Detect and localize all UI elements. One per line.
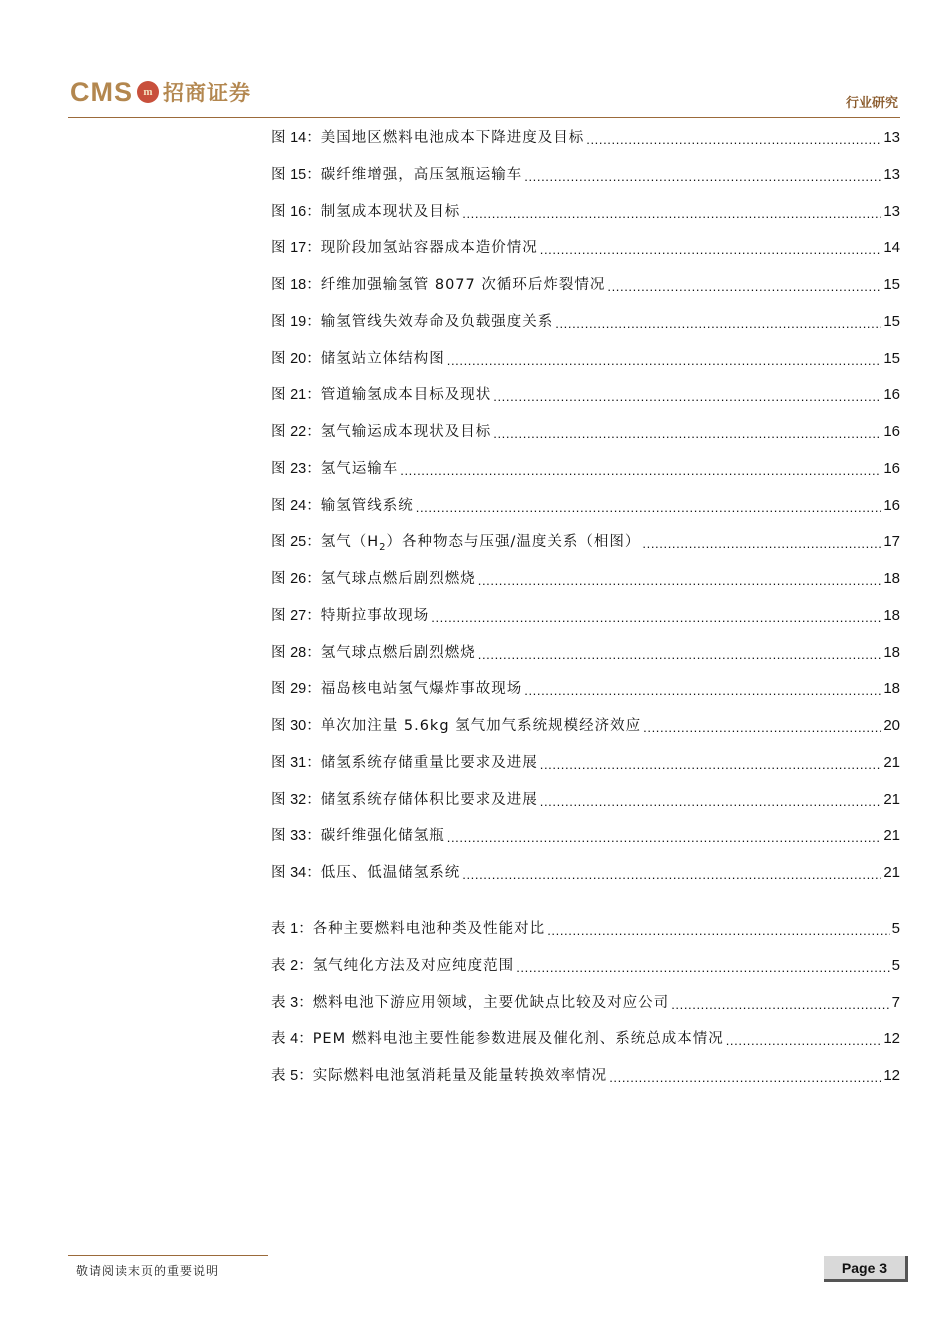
table-number	[271, 918, 313, 940]
logo-text-en: CMS	[70, 76, 133, 107]
table-page: 12	[883, 1030, 900, 1048]
dot-leader	[478, 570, 882, 586]
figure-page: 21	[883, 864, 900, 881]
logo-text-cn: 招商证券	[163, 80, 251, 105]
figure-entry[interactable]	[271, 752, 900, 774]
figure-index: 33	[290, 828, 307, 845]
page-number: Page 3	[824, 1256, 908, 1282]
colon: ：	[306, 534, 321, 551]
figure-label: 图	[271, 534, 286, 551]
table-number	[271, 955, 313, 977]
colon: ：	[306, 681, 321, 698]
figure-title: 储氢站立体结构图	[320, 350, 445, 367]
figure-index: 14	[290, 130, 307, 146]
figure-entry[interactable]	[271, 789, 900, 811]
table-number	[271, 992, 313, 1014]
colon: ：	[306, 387, 321, 404]
colon: ：	[306, 424, 321, 440]
dot-leader	[524, 680, 881, 696]
dot-leader	[400, 460, 881, 476]
table-number	[271, 1065, 313, 1087]
figure-entry[interactable]	[271, 531, 900, 553]
colon: ：	[298, 994, 313, 1011]
figure-title: 福岛核电站氢气爆炸事故现场	[320, 681, 523, 698]
figure-page: 18	[883, 680, 900, 698]
figure-page: 16	[883, 423, 900, 440]
table-page: 7	[891, 993, 900, 1011]
dot-leader	[540, 791, 882, 807]
table-label: 表	[271, 1068, 286, 1085]
disclaimer-note: 敬请阅读末页的重要说明	[76, 1264, 220, 1278]
dot-leader	[726, 1030, 882, 1046]
figure-index: 17	[290, 240, 307, 257]
figure-page: 21	[883, 827, 900, 845]
colon: ：	[306, 644, 321, 661]
figure-label: 图	[271, 350, 286, 367]
table-page: 12	[883, 1067, 900, 1085]
dot-leader	[478, 644, 882, 660]
dot-leader	[524, 166, 881, 182]
figure-label: 图	[271, 497, 286, 514]
figure-index: 21	[290, 387, 307, 404]
figure-label: 图	[271, 166, 286, 183]
figure-page: 21	[883, 790, 900, 808]
figure-label: 图	[271, 313, 286, 330]
dot-leader	[447, 827, 882, 843]
colon: ：	[306, 166, 321, 183]
figure-label: 图	[271, 644, 286, 661]
figure-entry[interactable]	[271, 495, 900, 517]
table-index: 2	[290, 957, 299, 974]
figure-label: 图	[271, 791, 286, 808]
colon: ：	[306, 130, 321, 146]
figure-index: 34	[290, 865, 307, 881]
figure-title: 现阶段加氢站容器成本造价情况	[320, 240, 538, 257]
figure-title: 输氢管线失效寿命及负载强度关系	[320, 313, 554, 330]
table-index: 4	[290, 1031, 299, 1048]
figure-entry[interactable]	[271, 605, 900, 627]
figure-number	[271, 605, 321, 627]
colon: ：	[306, 607, 321, 624]
colon: ：	[306, 791, 321, 808]
figure-number	[271, 715, 321, 737]
figure-label: 图	[271, 571, 286, 587]
figure-title	[321, 531, 641, 553]
figure-page: 13	[883, 129, 900, 146]
colon: ：	[306, 277, 321, 293]
figure-number	[271, 311, 321, 333]
table-page: 5	[891, 920, 900, 937]
section-label: 行业研究	[845, 96, 898, 111]
figure-page: 18	[883, 570, 900, 587]
dot-leader	[493, 386, 881, 402]
figure-index: 28	[290, 644, 307, 661]
colon: ：	[306, 865, 321, 881]
table-label: 表	[271, 994, 286, 1011]
figure-title: 氢气球点燃后剧烈燃烧	[320, 571, 476, 587]
colon: ：	[306, 571, 321, 587]
colon: ：	[306, 828, 321, 845]
figure-index: 29	[290, 681, 307, 698]
header-divider	[68, 117, 900, 118]
figure-index: 31	[290, 754, 307, 771]
figure-index: 27	[290, 607, 307, 624]
figure-number	[271, 458, 321, 480]
figure-number	[271, 862, 321, 884]
figure-entry[interactable]	[271, 274, 900, 296]
figure-entry[interactable]	[271, 458, 900, 480]
figure-number	[271, 201, 321, 223]
figure-index: 22	[290, 424, 307, 440]
figure-label: 图	[271, 277, 286, 293]
figure-page: 16	[883, 459, 900, 477]
figure-page: 15	[883, 276, 900, 293]
figure-entry[interactable]	[271, 201, 900, 223]
colon: ：	[298, 957, 313, 974]
table-index: 5	[290, 1068, 299, 1085]
figure-page: 16	[883, 496, 900, 514]
figure-index: 32	[290, 791, 307, 808]
table-title: 燃料电池下游应用领域，主要优缺点比较及对应公司	[312, 994, 670, 1011]
dot-leader	[540, 239, 882, 255]
title-pre: 氢气（H	[320, 534, 380, 551]
table-title: 各种主要燃料电池种类及性能对比	[312, 921, 546, 937]
figure-page: 13	[883, 202, 900, 220]
figure-title: 氢气球点燃后剧烈燃烧	[320, 644, 476, 661]
figure-number	[271, 825, 321, 847]
dot-leader	[586, 129, 881, 145]
table-title: PEM 燃料电池主要性能参数进展及催化剂、系统总成本情况	[312, 1031, 724, 1048]
figure-number	[271, 384, 321, 406]
figure-label: 图	[271, 240, 286, 257]
figure-entry[interactable]	[271, 678, 900, 700]
figure-label: 图	[271, 718, 286, 734]
dot-leader	[462, 203, 881, 219]
figure-number	[271, 531, 321, 553]
figure-index: 15	[290, 166, 307, 183]
figure-number	[271, 348, 321, 370]
figure-number	[271, 642, 321, 664]
figure-title: 氢气运输车	[320, 460, 399, 477]
figure-index: 23	[290, 460, 307, 477]
dot-leader	[540, 754, 882, 770]
figure-number	[271, 274, 321, 296]
figure-number	[271, 164, 321, 186]
dot-leader	[547, 920, 889, 936]
figure-entry[interactable]	[271, 642, 900, 664]
logo-emblem-icon: m	[137, 81, 159, 103]
dot-leader	[555, 313, 881, 329]
figure-label: 图	[271, 828, 286, 845]
figure-title: 单次加注量 5.6kg 氢气加气系统规模经济效应	[320, 718, 642, 734]
table-index: 3	[290, 994, 299, 1011]
title-subscript: 2	[379, 542, 387, 554]
figure-page: 13	[883, 165, 900, 183]
figure-entry[interactable]	[271, 825, 900, 847]
dot-leader	[416, 497, 882, 513]
figure-title: 碳纤维强化储氢瓶	[320, 828, 445, 845]
figure-index: 25	[290, 534, 307, 551]
figure-title: 特斯拉事故现场	[320, 607, 430, 624]
figure-label: 图	[271, 681, 286, 698]
figure-label: 图	[271, 460, 286, 477]
figure-label: 图	[271, 130, 286, 146]
dot-leader	[671, 994, 889, 1010]
colon: ：	[298, 1031, 313, 1048]
figure-entry[interactable]	[271, 715, 900, 737]
figure-entry[interactable]	[271, 127, 900, 149]
title-post: ）各种物态与压强/温度关系（相图）	[386, 534, 641, 551]
figure-page: 18	[883, 643, 900, 661]
colon: ：	[298, 1068, 313, 1085]
figure-number	[271, 495, 321, 517]
dot-leader	[607, 276, 881, 292]
table-entry[interactable]	[271, 955, 900, 977]
figure-number	[271, 789, 321, 811]
figure-index: 18	[290, 277, 307, 293]
footer-divider	[68, 1255, 268, 1256]
table-entry[interactable]	[271, 1065, 900, 1087]
colon: ：	[306, 313, 321, 330]
figure-label: 图	[271, 607, 286, 624]
figure-number	[271, 568, 321, 590]
figure-label: 图	[271, 754, 286, 771]
figure-page: 17	[883, 533, 900, 551]
figure-entry[interactable]	[271, 164, 900, 186]
dot-leader	[643, 717, 881, 733]
figure-index: 19	[290, 313, 307, 330]
table-number	[271, 1028, 313, 1050]
table-entry[interactable]	[271, 1028, 900, 1050]
figure-entry[interactable]	[271, 348, 900, 370]
figure-number	[271, 421, 321, 443]
figure-title: 低压、低温储氢系统	[320, 865, 461, 881]
figure-label: 图	[271, 203, 286, 220]
colon: ：	[298, 921, 313, 937]
figure-label: 图	[271, 424, 286, 440]
figure-index: 16	[290, 203, 307, 220]
figure-number	[271, 678, 321, 700]
figure-label: 图	[271, 865, 286, 881]
figure-page: 20	[883, 717, 900, 734]
table-page: 5	[891, 956, 900, 974]
dot-leader	[516, 957, 889, 973]
figure-title: 输氢管线系统	[320, 497, 414, 514]
figure-page: 18	[883, 606, 900, 624]
figure-title: 制氢成本现状及目标	[320, 203, 461, 220]
colon: ：	[306, 460, 321, 477]
dot-leader	[609, 1067, 881, 1083]
colon: ：	[306, 203, 321, 220]
figure-title: 氢气输运成本现状及目标	[320, 424, 492, 440]
figure-page: 15	[883, 312, 900, 330]
figure-index: 20	[290, 350, 307, 367]
figure-label: 图	[271, 387, 286, 404]
dot-leader	[462, 864, 881, 880]
figure-entry[interactable]	[271, 311, 900, 333]
figure-entry[interactable]	[271, 421, 900, 443]
table-label: 表	[271, 957, 286, 974]
figure-page: 21	[883, 753, 900, 771]
figure-number	[271, 752, 321, 774]
figure-entry[interactable]	[271, 568, 900, 590]
figure-title: 储氢系统存储重量比要求及进展	[320, 754, 538, 771]
colon: ：	[306, 497, 321, 514]
table-label: 表	[271, 1031, 286, 1048]
colon: ：	[306, 350, 321, 367]
figure-page: 16	[883, 386, 900, 404]
figure-title: 美国地区燃料电池成本下降进度及目标	[320, 130, 585, 146]
table-title: 氢气纯化方法及对应纯度范围	[312, 957, 515, 974]
figure-number	[271, 127, 321, 149]
dot-leader	[493, 423, 881, 439]
dot-leader	[642, 533, 881, 549]
dot-leader	[431, 607, 881, 623]
colon: ：	[306, 240, 321, 257]
figure-entry[interactable]	[271, 384, 900, 406]
company-logo	[70, 76, 251, 108]
table-entry[interactable]	[271, 992, 900, 1014]
figure-index: 24	[290, 497, 307, 514]
colon: ：	[306, 718, 321, 734]
colon: ：	[306, 754, 321, 771]
table-index: 1	[290, 921, 299, 937]
figure-title: 储氢系统存储体积比要求及进展	[320, 791, 538, 808]
dot-leader	[447, 350, 882, 366]
figure-index: 30	[290, 718, 307, 734]
figure-title: 碳纤维增强，高压氢瓶运输车	[320, 166, 523, 183]
figure-page: 14	[883, 239, 900, 257]
figure-title: 管道输氢成本目标及现状	[320, 387, 492, 404]
figure-entry[interactable]	[271, 237, 900, 259]
figure-page: 15	[883, 349, 900, 367]
table-label: 表	[271, 921, 286, 937]
figure-entry[interactable]	[271, 862, 900, 884]
table-title: 实际燃料电池氢消耗量及能量转换效率情况	[312, 1068, 608, 1085]
figure-title: 纤维加强输氢管 8077 次循环后炸裂情况	[320, 277, 606, 293]
figure-number	[271, 237, 321, 259]
figure-index: 26	[290, 571, 307, 587]
table-entry[interactable]	[271, 918, 900, 940]
